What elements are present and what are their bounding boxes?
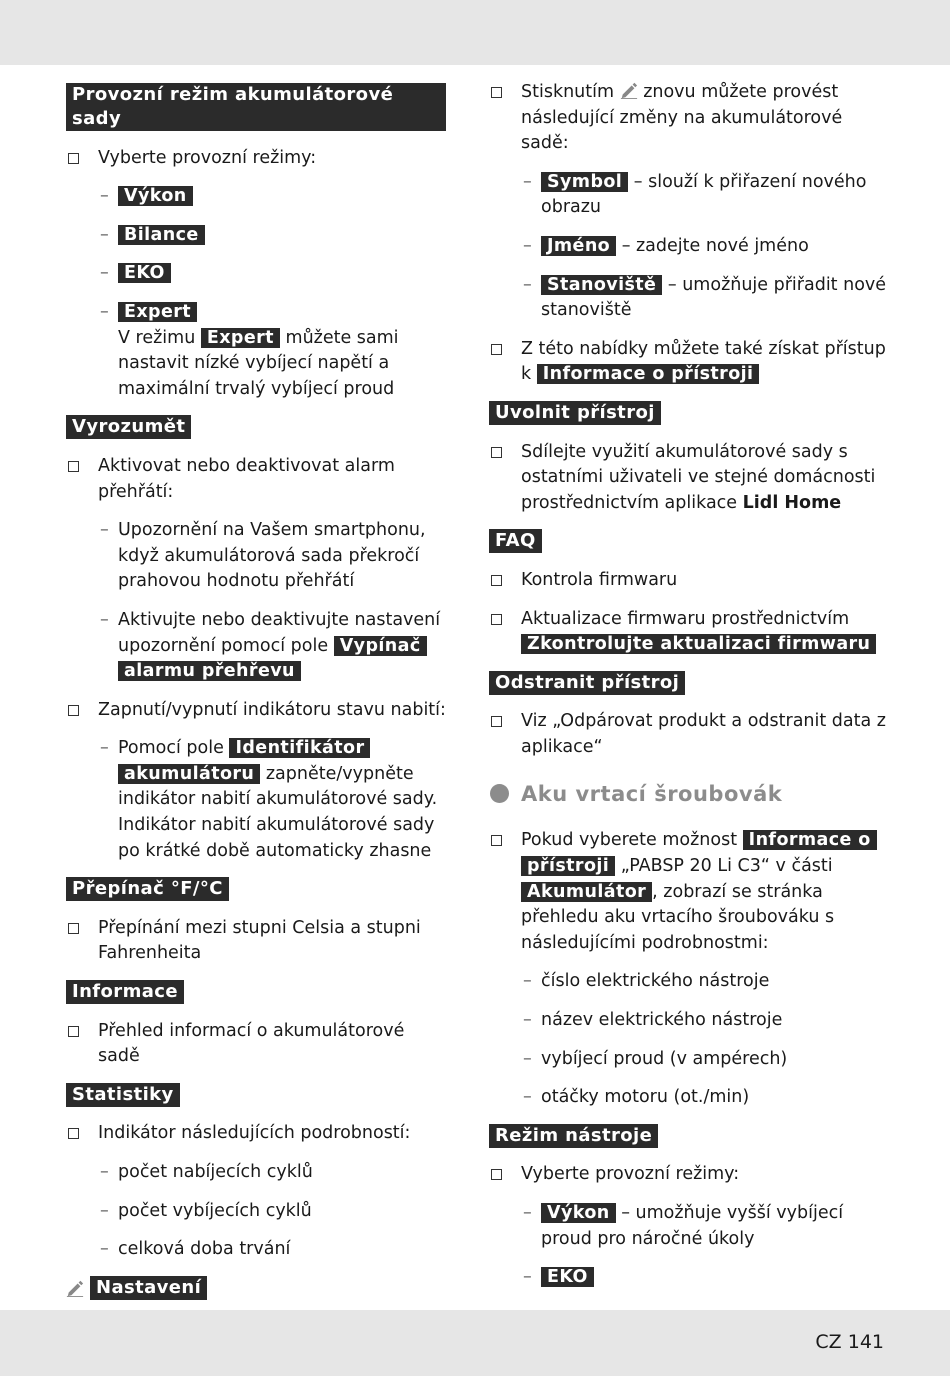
list-subitem: – celková doba trvání (100, 1239, 291, 1260)
pencil-icon (66, 1279, 84, 1297)
checkbox-bullet-icon (68, 461, 79, 472)
list-item: Přepínání mezi stupni Celsia a stupni Fahrenheita (66, 916, 446, 967)
checkbox-bullet-icon (68, 1026, 79, 1037)
list-subitem: – otáčky motoru (ot./min) (523, 1087, 750, 1108)
bottom-band (0, 1310, 950, 1376)
heading-battery-mode: Provozní režim akumulátorové sady (66, 83, 446, 131)
list-item: Viz „Odpárovat produkt a odstranit data z aplikace“ (489, 709, 889, 760)
heading-remove-device: Odstranit přístroj (489, 671, 685, 695)
list-subitem: – Bilance (66, 223, 446, 249)
heading-notify: Vyrozumět (66, 415, 191, 439)
list-subitem: – Jméno – zadejte nové jméno (523, 235, 809, 256)
checkbox-bullet-icon (491, 716, 502, 727)
checkbox-bullet-icon (68, 1128, 79, 1139)
checkbox-bullet-icon (68, 923, 79, 934)
page-number: CZ 141 (815, 1331, 884, 1353)
list-item: Aktualizace firmwaru prostřednictvím Zkontrolujte aktualizaci firmwaru (489, 607, 889, 658)
mode-label: Expert (118, 302, 197, 322)
list-subitem: – EKO (66, 261, 446, 287)
list-item: Kontrola firmwaru (489, 568, 889, 594)
pencil-icon (620, 81, 638, 99)
heading-faq: FAQ (489, 529, 542, 553)
list-subitem: – Expert V režimu Expert můžete sami nastavit nízké vybíjecí napětí a maximální trvalý vybíjecí proud (100, 301, 399, 399)
list-subitem: – Stanoviště – umožňuje přiřadit nové stanoviště (523, 274, 887, 321)
heading-unit-switch: Přepínač °F/°C (66, 877, 229, 901)
heading-statistics: Statistiky (66, 1083, 180, 1107)
list-subitem: – název elektrického nástroje (523, 1010, 783, 1031)
list-subitem: – Symbol – slouží k přiřazení nového obrazu (523, 171, 867, 218)
list-subitem: – Výkon (66, 184, 446, 210)
checkbox-bullet-icon (491, 344, 502, 355)
list-item: Sdílejte využití akumulátorové sady s ostatními uživateli ve stejné domácnosti prostřednictvím aplikace Lidl Home (489, 440, 889, 517)
list-subitem: – číslo elektrického nástroje (523, 971, 770, 992)
list-item: Pokud vyberete možnost Informace o přístroji „PABSP 20 Li C3“ v části Akumulátor , zobrazí se stránka přehledu aku vrtacího šroubováku s následujícími podrobnostmi: (489, 828, 889, 956)
heading-info: Informace (66, 980, 184, 1004)
checkbox-bullet-icon (491, 614, 502, 625)
list-item: Aktivovat nebo deaktivovat alarm přehřátí: (66, 454, 446, 505)
top-band (0, 0, 950, 65)
list-subitem: – Pomocí pole Identifikátor akumulátoru zapněte/vypněte indikátor nabití akumulátorové sady. Indikátor nabití akumulátorové sady po krátké době automaticky zhasne (100, 738, 438, 861)
list-subitem: – Výkon – umožňuje vyšší vybíjecí proud pro náročné úkoly (523, 1203, 844, 1249)
mode-label: EKO (118, 263, 171, 283)
left-column (66, 80, 446, 1377)
bullet-dot-icon (490, 784, 509, 803)
list-item: Vyberte provozní režimy: (489, 1162, 889, 1188)
heading-settings: Nastavení (90, 1276, 207, 1300)
list-subitem: – EKO (489, 1265, 889, 1291)
section-title: Aku vrtací šroubovák (489, 780, 889, 808)
checkbox-bullet-icon (491, 575, 502, 586)
heading-share-device: Uvolnit přístroj (489, 401, 661, 425)
mode-label: Výkon (118, 186, 193, 206)
list-subitem: – počet nabíjecích cyklů (100, 1162, 313, 1182)
checkbox-bullet-icon (491, 87, 502, 98)
list-item: Z této nabídky můžete také získat přístup k Informace o přístroji (489, 337, 889, 388)
right-column (489, 80, 889, 1304)
list-item: Stisknutím znovu můžete provést následující změny na akumulátorové sadě: (489, 80, 889, 157)
mode-label: Bilance (118, 225, 205, 245)
list-subitem: – Upozornění na Vašem smartphonu, když akumulátorová sada překročí prahovou hodnotu přehřátí (100, 520, 426, 592)
checkbox-bullet-icon (491, 1169, 502, 1180)
list-item: Indikátor následujících podrobností: (66, 1121, 446, 1147)
checkbox-bullet-icon (491, 835, 502, 846)
list-subitem: – Aktivujte nebo deaktivujte nastavení upozornění pomocí pole Vypínač alarmu přehřevu (100, 609, 441, 682)
list-item: Zapnutí/vypnutí indikátoru stavu nabití: (66, 698, 446, 724)
list-subitem: – vybíjecí proud (v ampérech) (523, 1048, 788, 1069)
list-subitem: – počet vybíjecích cyklů (100, 1200, 312, 1221)
list-item: Vyberte provozní režimy: (66, 146, 446, 172)
checkbox-bullet-icon (491, 447, 502, 458)
heading-tool-mode: Režim nástroje (489, 1124, 658, 1148)
checkbox-bullet-icon (68, 705, 79, 716)
list-item: Přehled informací o akumulátorové sadě (66, 1019, 446, 1070)
checkbox-bullet-icon (68, 153, 79, 164)
